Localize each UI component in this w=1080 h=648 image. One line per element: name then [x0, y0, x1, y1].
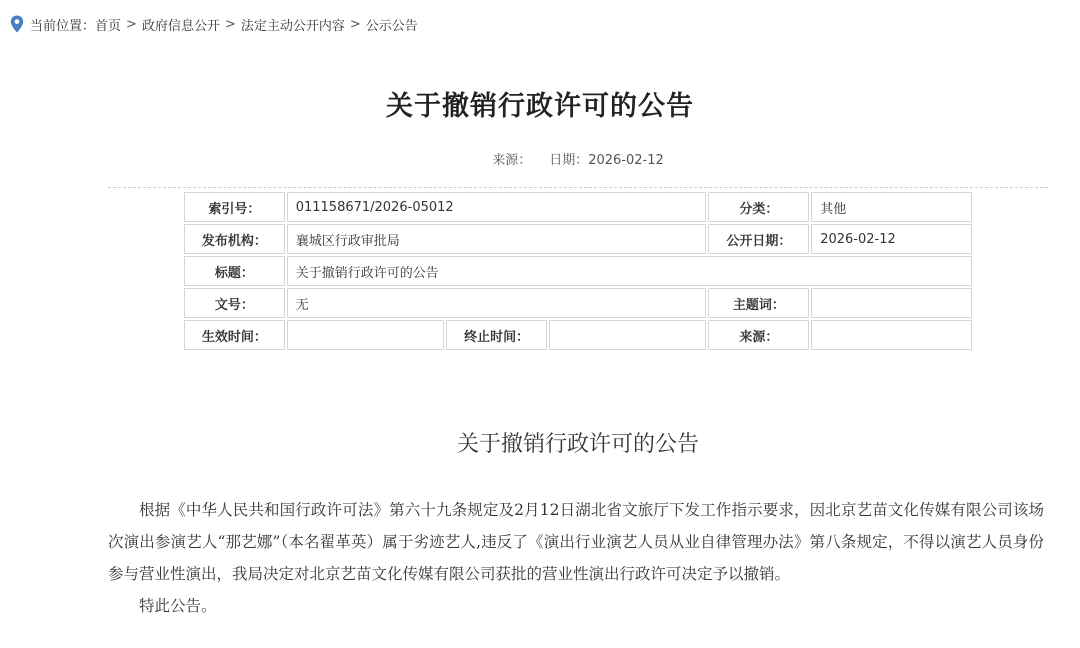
- article-meta: [0, 149, 1080, 168]
- effective-value: [287, 320, 445, 350]
- docno-value: 无: [287, 288, 707, 318]
- date-label: 日期：: [549, 153, 589, 168]
- article-body: [108, 494, 1044, 622]
- publisher-label: 发布机构：: [184, 224, 285, 254]
- publisher-value: 襄城区行政审批局: [287, 224, 707, 254]
- table-row: [184, 288, 972, 318]
- keywords-value: [811, 288, 972, 318]
- breadcrumb-prefix: 当前位置：: [30, 18, 96, 34]
- breadcrumb-statutory[interactable]: 法定主动公开内容: [240, 18, 345, 34]
- page-title: 关于撤销行政许可的公告: [386, 91, 694, 122]
- title-value: 关于撤销行政许可的公告: [287, 256, 972, 286]
- breadcrumb-separator: >: [126, 16, 137, 32]
- table-row: [184, 224, 972, 254]
- breadcrumb-home[interactable]: 首页: [95, 18, 122, 34]
- index-label: 索引号：: [184, 192, 285, 222]
- body-paragraph: 根据《中华人民共和国行政许可法》第六十九条规定及2月12日湖北省文旅厅下发工作指示要求，因北京艺苗文化传媒有限公司该场次演出参演艺人“那艺娜”（本名翟革英）属于劣迹艺人,违反了《演出行业演艺人员从业自律管理办法》第八条规定，不得以演艺人员身份参与营业性演出，我局决定对北京艺苗文化传媒有限公司获批的营业性演出行政许可决定予以撤销。: [108, 501, 1044, 583]
- breadcrumb: [10, 14, 418, 34]
- index-value: 011158671/2026-05012: [287, 192, 707, 222]
- body-closing: 特此公告。: [139, 597, 217, 615]
- table-row: [184, 192, 972, 222]
- body-title: 关于撤销行政许可的公告: [456, 432, 699, 457]
- category-value: 其他: [811, 192, 972, 222]
- expiry-label: 终止时间：: [446, 320, 547, 350]
- date-value: 2026-02-12: [588, 153, 664, 168]
- table-row: [184, 256, 972, 286]
- location-pin-icon: [10, 15, 24, 33]
- breadcrumb-announcements[interactable]: 公示公告: [365, 18, 418, 34]
- divider: [108, 187, 1048, 188]
- table-row: [184, 320, 972, 350]
- effective-label: 生效时间：: [184, 320, 285, 350]
- breadcrumb-gov-info[interactable]: 政府信息公开: [141, 18, 220, 34]
- docno-label: 文号：: [184, 288, 285, 318]
- source-label: 来源：: [492, 153, 532, 168]
- keywords-label: 主题词：: [708, 288, 809, 318]
- expiry-value: [549, 320, 707, 350]
- title-label: 标题：: [184, 256, 285, 286]
- pubdate-label: 公开日期：: [708, 224, 809, 254]
- pubdate-value: 2026-02-12: [811, 224, 972, 254]
- category-label: 分类：: [708, 192, 809, 222]
- table-source-value: [811, 320, 972, 350]
- breadcrumb-separator: >: [349, 16, 361, 32]
- info-table: [182, 190, 974, 352]
- table-source-label: 来源：: [708, 320, 809, 350]
- breadcrumb-separator: >: [224, 16, 236, 32]
